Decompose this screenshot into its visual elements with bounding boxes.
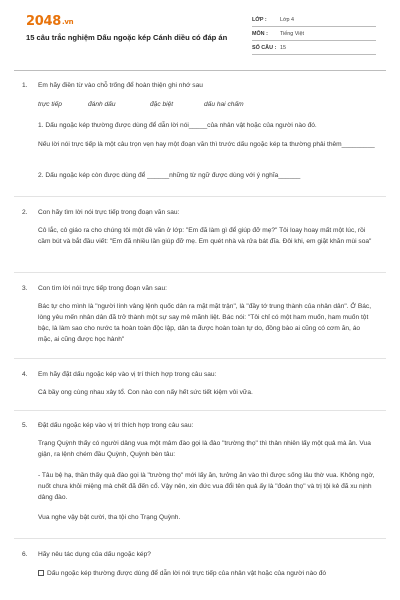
meta-label: LỚP :: [252, 16, 267, 23]
meta-value: Tiếng Việt: [280, 30, 304, 37]
meta-row-grade: [252, 13, 376, 27]
meta-label: SỐ CÂU :: [252, 44, 277, 51]
question-text: Hãy nêu tác dụng của dấu ngoặc kép?: [38, 551, 151, 558]
question-divider: [14, 272, 386, 273]
checkbox-icon[interactable]: [38, 570, 44, 576]
question-text: Em hãy đặt dấu ngoặc kép vào vị trí thích hợp trong câu sau:: [38, 371, 217, 378]
document-header: [0, 0, 400, 70]
passage-text: Cả bầy ong cùng nhau xây tổ. Con nào con nấy hết sức tiết kiệm vôi vữa.: [38, 389, 253, 396]
passage-text: - Tâu bệ hạ, thần thấy quả đào gọi là "trường thọ" mới lấy ăn, tưởng ăn vào thì được sống lâu thờ vua. Không ngờ, nuốt chưa khỏi miệng mà chết đã đến cổ. Vậy nên, xin đức vua đổi tên quả ấy là "đoản thọ" và trị tội kẻ đã xu nịnh dâng đào.: [38, 472, 375, 501]
question-divider: [14, 358, 386, 359]
question-text: Con hãy tìm lời nói trực tiếp trong đoạn văn sau:: [38, 209, 180, 216]
answer-choice[interactable]: [38, 568, 376, 579]
question-number: 6.: [22, 551, 28, 558]
meta-label: MÔN :: [252, 30, 268, 37]
question-text: Em hãy điền từ vào chỗ trống để hoàn thiện ghi nhớ sau: [38, 82, 203, 89]
question-number: 1.: [22, 82, 28, 89]
question-divider: [14, 410, 386, 411]
question-number: 5.: [22, 422, 28, 429]
passage-text: Cô lắc, cô giáo ra cho chúng tôi một đề văn ở lớp: "Em đã làm gì để giúp đỡ mẹ?" Tôi loay hoay mất một lúc, rồi cầm bút và bắt đầu viết: "Em đã nhiều lần giúp đỡ mẹ. Em quét nhà và rửa bát đĩa. Đôi khi, em giặt khăn mùi soa": [38, 227, 372, 245]
question-text: Đặt dấu ngoặc kép vào vị trí thích hợp trong câu sau:: [38, 422, 194, 429]
passage-text: Bác tự cho mình là "người lính vâng lệnh quốc dân ra mặt mặt trận", là "đầy tớ trung thành của nhân dân". Ở Bác, lòng yêu mến nhân dân đã trở thành một sự say mê mãnh liệt. Bác nói: "Tôi chỉ có một ham muốn, ham muốn tột bậc, là làm sao cho nước ta hoàn toàn độc lập, dân ta được hoàn toàn tự do, đồng bào ai cũng có cơm ăn, áo mặc, ai cũng được học hành": [38, 303, 372, 343]
header-divider: [14, 70, 386, 71]
logo-suffix: .vn: [61, 18, 74, 26]
meta-row-count: [252, 41, 376, 55]
question-number: 4.: [22, 371, 28, 378]
meta-row-subject: [252, 27, 376, 41]
logo-text: 2048: [26, 14, 61, 29]
answer-choice-label: Dấu ngoặc kép thường được dùng để dẫn lời nói trực tiếp của nhân vật hoặc của người nào đó: [47, 570, 327, 577]
question-divider: [14, 538, 386, 539]
passage-text: Trạng Quỳnh thấy có người dâng vua một mâm đào gọi là đào "trường thọ" thì thản nhiên lấy một quả mà ăn. Vua giận, ra lệnh chém đầu Quỳnh, Quỳnh bèn tâu:: [38, 440, 371, 458]
meta-value: Lớp 4: [280, 16, 295, 23]
site-logo[interactable]: [26, 14, 73, 29]
question-number: 3.: [22, 285, 28, 292]
meta-table: [252, 13, 376, 55]
fill-blank-line: Nếu lời nói trực tiếp là một câu trọn vẹn hay một đoạn văn thì trước dấu ngoặc kép ta thường phải thêm_________: [38, 141, 375, 148]
meta-value: 15: [280, 44, 286, 51]
question-number: 2.: [22, 209, 28, 216]
word-option[interactable]: dấu hai chấm: [204, 101, 244, 108]
document-title: 15 câu trắc nghiệm Dấu ngoặc kép Cánh diều có đáp án: [26, 33, 228, 42]
question-text: Con tìm lời nói trực tiếp trong đoạn văn sau:: [38, 285, 167, 292]
word-option[interactable]: đánh dấu: [88, 101, 116, 108]
word-option[interactable]: đặc biệt: [150, 101, 174, 108]
fill-blank-line: 1. Dấu ngoặc kép thường được dùng để dẫn lời nói_____của nhân vật hoặc của người nào đó.: [38, 122, 317, 129]
word-option[interactable]: trực tiếp: [38, 101, 62, 108]
fill-blank-line: 2. Dấu ngoặc kép còn được dùng để ______những từ ngữ được dùng với ý nghĩa______: [38, 172, 301, 179]
passage-text: Vua nghe vậy bật cười, tha tội cho Trạng Quỳnh.: [38, 514, 181, 521]
question-divider: [14, 196, 386, 197]
